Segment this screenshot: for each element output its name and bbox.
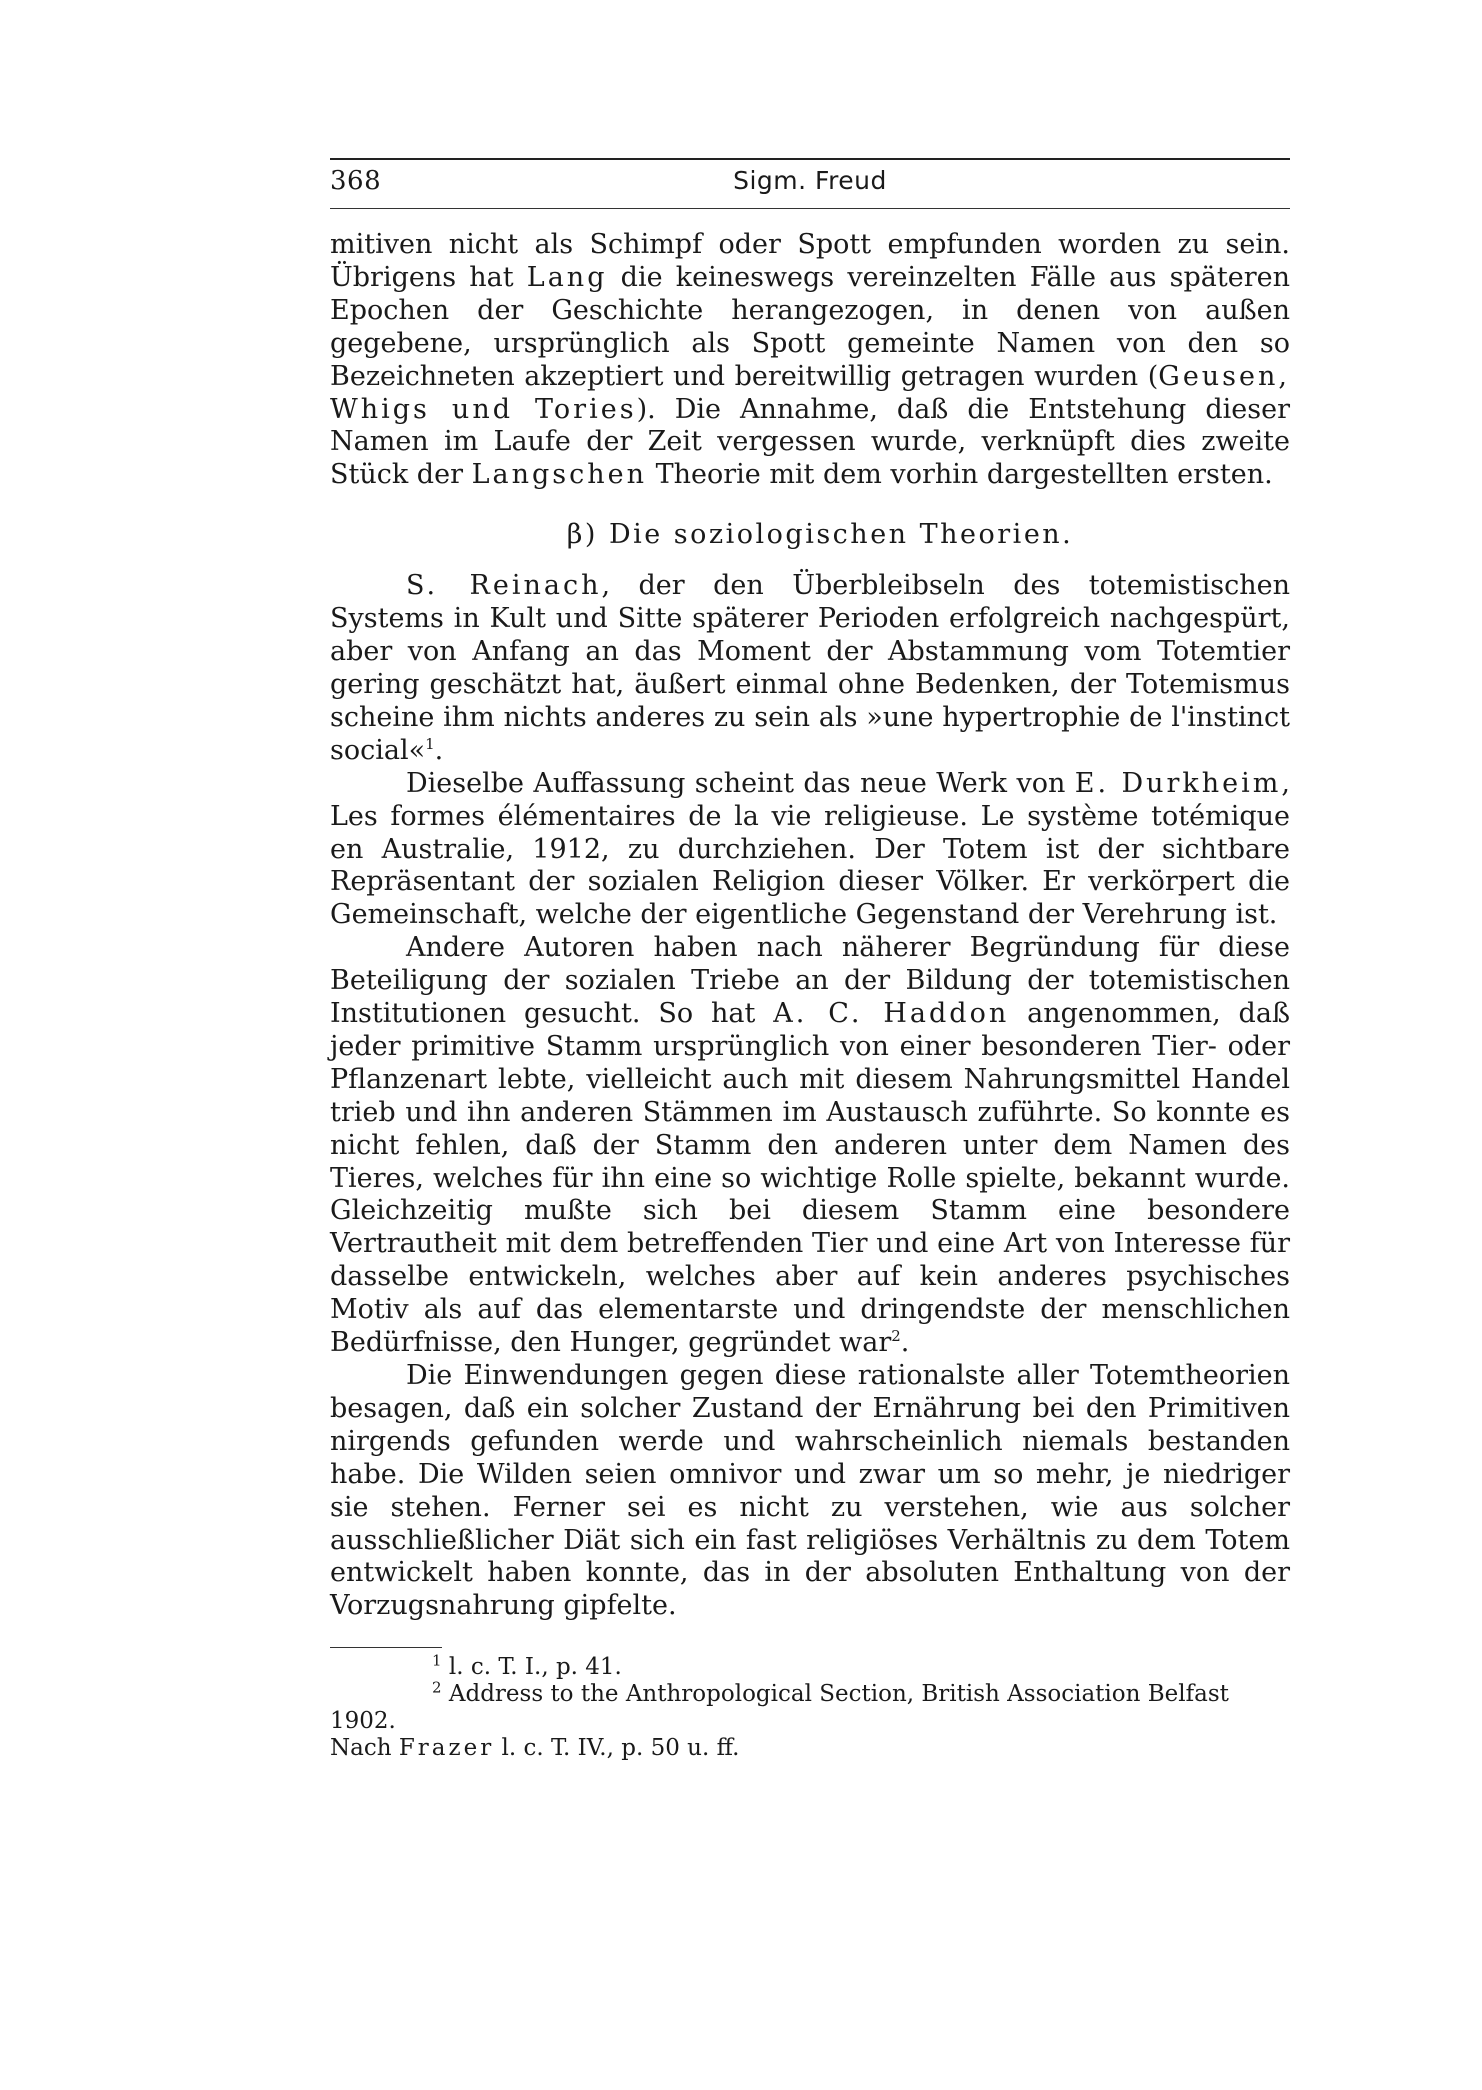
- footnote-2-text: Address to the Anthropological Section, British Association Belfast 1902.: [330, 1681, 1229, 1735]
- paragraph-1-part-1: mitiven nicht als Schimpf oder Spott empfunden worden zu sein. Übrigens hat: [330, 229, 1290, 293]
- author-name-haddon: A. C. Haddon: [773, 998, 1010, 1030]
- page-header: [330, 164, 1290, 204]
- author-name-frazer: Frazer: [398, 1735, 495, 1762]
- footnotes: [330, 1651, 1290, 1762]
- header-bottom-rule: [330, 208, 1290, 209]
- paragraph-1-part-2: die keineswegs vereinzelten Fälle aus späteren Epochen der Geschichte herangezogen, in denen von außen gegebene, ursprünglich als Spott gemeinte Namen von den so Bezeichneten akzeptiert und bereitwillig getragen wurden (: [330, 261, 1290, 392]
- author-name-reinach: S. Reinach: [406, 570, 602, 602]
- paragraph-2: [330, 570, 1290, 767]
- footnote-2-marker: 2: [432, 1678, 442, 1697]
- paragraph-4: [330, 932, 1290, 1360]
- running-title: Sigm. Freud: [733, 166, 887, 195]
- page-number: 368: [330, 166, 382, 196]
- paragraph-1-part-4: Theorie mit dem vorhin dargestellten ersten.: [647, 459, 1273, 491]
- paragraph-2-end: .: [434, 734, 444, 766]
- body-text: [330, 229, 1290, 1623]
- book-page: [330, 158, 1290, 1762]
- paragraph-2-text: , der den Überbleibseln des totemistischen Systems in Kult und Sitte späterer Perioden erfolgreich nachgespürt, aber von Anfang an das Moment der Abstammung vom Totemtier gering geschätzt hat, äußert einmal ohne Bedenken, der Totemismus scheine ihm nichts anderes zu sein als »une hypertrophie de l'instinct social«: [330, 570, 1291, 766]
- footnote-2-continuation-prefix: Nach: [330, 1735, 399, 1762]
- paragraph-3: [330, 768, 1290, 933]
- author-name-durkheim: E. Durkheim: [1074, 767, 1282, 799]
- author-name-langschen: Langschen: [471, 459, 647, 491]
- footnote-1-marker: 1: [432, 1651, 442, 1670]
- paragraph-4-part-1: Andere Autoren haben nach näherer Begründung für diese Beteiligung der sozialen Triebe an der Bildung der totemistischen Institutionen gesucht. So hat: [330, 932, 1290, 1030]
- footnote-1: [330, 1651, 1290, 1681]
- footnote-1-text: l. c. T. I., p. 41.: [448, 1654, 622, 1681]
- footnote-2-continuation-rest: l. c. T. IV., p. 50 u. ff.: [494, 1735, 740, 1762]
- section-heading: β) Die soziologischen Theorien.: [566, 519, 1074, 551]
- paragraph-1-part-3: ). Die Annahme, daß die Entstehung dieser Namen im Laufe der Zeit vergessen wurde, verknüpft dies zweite Stück der: [330, 393, 1290, 491]
- footnote-reference-2[interactable]: 2: [891, 1327, 901, 1346]
- author-name-lang: Lang: [526, 261, 608, 293]
- footnote-2-continuation: [330, 1735, 1290, 1762]
- paragraph-4-part-2: angenommen, daß jeder primitive Stamm ursprünglich von einer besonderen Tier- oder Pflanzenart lebte, vielleicht auch mit diesem Nahrungsmittel Handel trieb und ihn anderen Stämmen im Austausch zuführte. So konnte es nicht fehlen, daß der Stamm den anderen unter dem Namen des Tieres, welches für ihn eine so wichtige Rolle spielte, bekannt wurde. Gleichzeitig mußte sich bei diesem Stamm eine besondere Vertrautheit mit dem betreffenden Tier und eine Art von Interesse für dasselbe entwickeln, welches aber auf kein anderes psychisches Motiv als auf das elementarste und dringendste der menschlichen Bedürfnisse, den Hunger, gegründet war: [330, 998, 1290, 1359]
- paragraph-1: [330, 229, 1290, 492]
- paragraph-4-end: .: [900, 1327, 910, 1359]
- footnote-2: [330, 1678, 1290, 1735]
- paragraph-3-part-1: Dieselbe Auffassung scheint das neue Werk von: [406, 767, 1075, 799]
- paragraph-3-part-2: , Les formes élémentaires de la vie religieuse. Le système totémique en Australie, 1912, zu durchziehen. Der Totem ist der sichtbare Repräsentant der sozialen Religion dieser Völker. Er verkörpert die Gemeinschaft, welche der eigentliche Gegenstand der Verehrung ist.: [330, 767, 1290, 931]
- header-top-rule: [330, 158, 1290, 160]
- footnote-separator: [330, 1647, 442, 1648]
- party-names: Geusen, Whigs und Tories: [330, 360, 1290, 425]
- footnote-reference-1[interactable]: 1: [425, 734, 435, 753]
- paragraph-5: Die Einwendungen gegen diese rationalste aller Totemtheorien besagen, daß ein solcher Zustand der Ernährung bei den Primitiven nirgends gefunden werde und wahrscheinlich niemals bestanden habe. Die Wilden seien omnivor und zwar um so mehr, je niedriger sie stehen. Ferner sei es nicht zu verstehen, wie aus solcher ausschließlicher Diät sich ein fast religiöses Verhältnis zu dem Totem entwickelt haben konnte, das in der absoluten Enthaltung von der Vorzugsnahrung gipfelte.: [330, 1360, 1290, 1622]
